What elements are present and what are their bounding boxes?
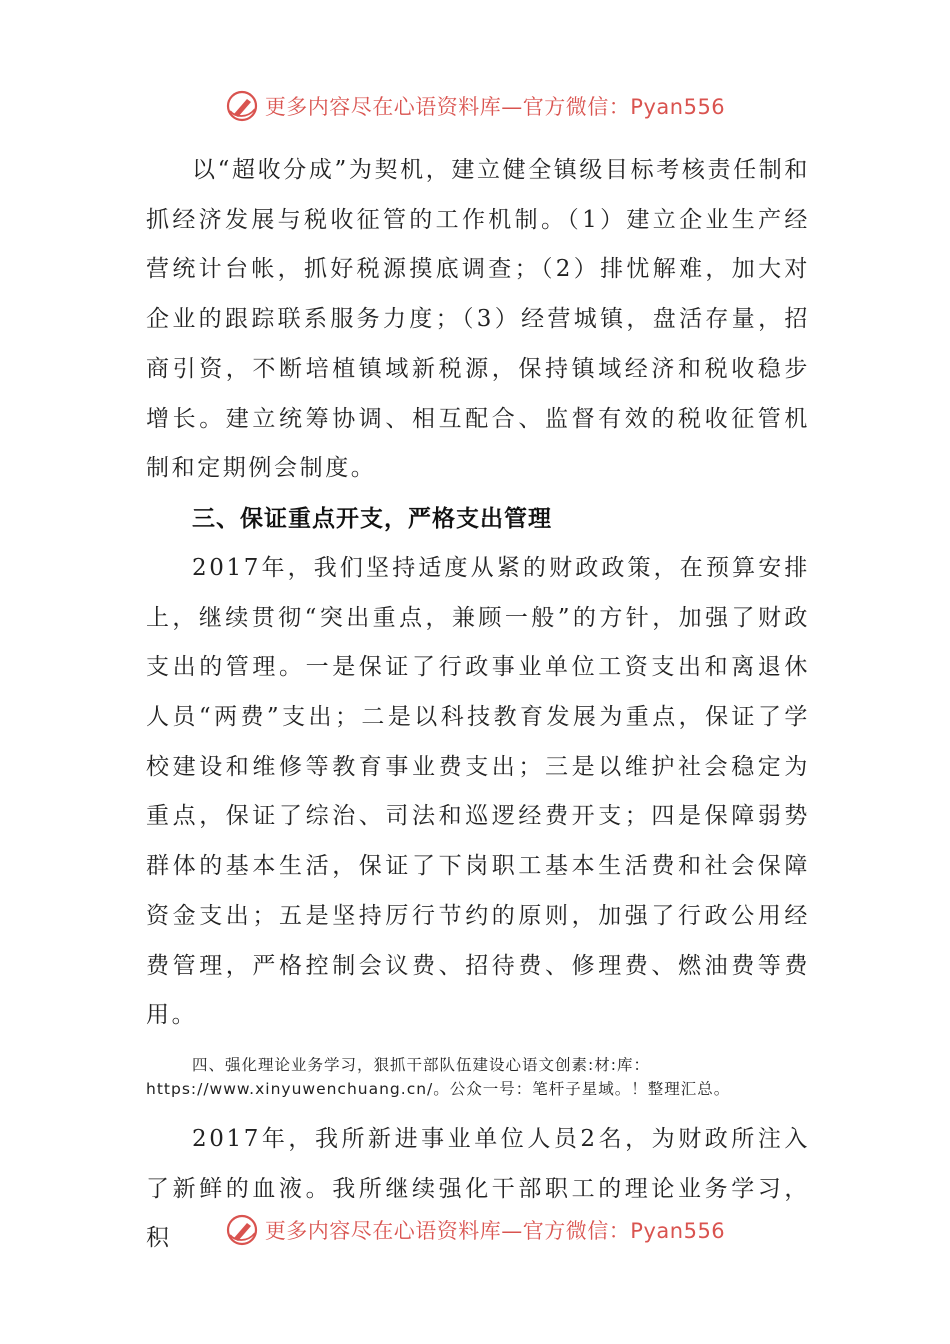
pen-circle-logo-icon (225, 89, 259, 123)
document-body (146, 146, 810, 1264)
paragraph-tax-mechanism: 以“超收分成”为契机，建立健全镇级目标考核责任制和抓经济发展与税收征管的工作机制。（1）建立企业生产经营统计台帐，抓好税源摸底调查；（2）排忧解难，加大对企业的跟踪联系服务力度；（3）经营城镇，盘活存量，招商引资，不断培植镇域新税源，保持镇域经济和税收稳步增长。建立统筹协调、相互配合、监督有效的税收征管机制和定期例会制度。 (146, 157, 810, 482)
paragraph-staff: 2017年，我所新进事业单位人员2名，为财政所注入了新鲜的血液。我所继续强化干部职工的理论业务学习，积 (146, 1125, 810, 1252)
section-heading-4: 四、强化理论业务学习，狠抓干部队伍建设心语文创素:材:库：https://www.xinyuwenchuang.cn/。公众一号：笔杆子星域。！整理汇总。 (146, 1055, 731, 1098)
watermark-text: 更多内容尽在心语资料库—官方微信：Pyan556 (264, 1219, 726, 1243)
pen-circle-logo-icon (225, 1213, 259, 1247)
watermark-header (0, 84, 950, 128)
paragraph-expenditure: 2017年，我们坚持适度从紧的财政政策，在预算安排上，继续贯彻“突出重点，兼顾一般”的方针，加强了财政支出的管理。一是保证了行政事业单位工资支出和离退休人员“两费”支出；二是以科技教育发展为重点，保证了学校建设和维修等教育事业费支出；三是以维护社会稳定为重点，保证了综治、司法和巡逻经费开支；四是保障弱势群体的基本生活，保证了下岗职工基本生活费和社会保障资金支出；五是坚持厉行节约的原则，加强了行政公用经费管理，严格控制会议费、招待费、修理费、燃油费等费用。 (146, 554, 810, 1029)
watermark-footer (0, 1208, 950, 1252)
section-heading-3: 三、保证重点开支，严格支出管理 (192, 505, 552, 532)
watermark-text: 更多内容尽在心语资料库—官方微信：Pyan556 (264, 95, 726, 119)
